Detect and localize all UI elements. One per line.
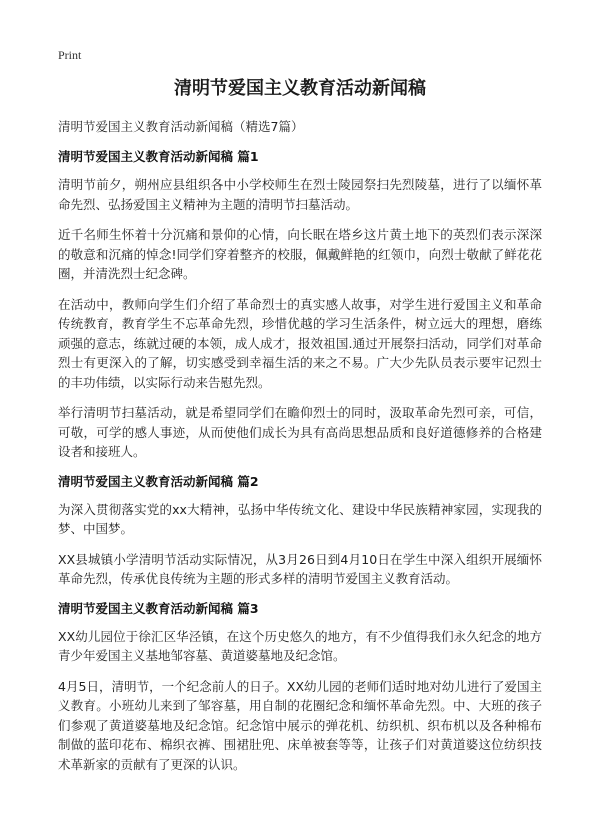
paragraph: 4月5日，清明节，一个纪念前人的日子。XX幼儿园的老师们适时地对幼儿进行了爱国主义教育。小班幼儿来到了邹容墓，用自制的花圈纪念和缅怀革命先烈。中、大班的孩子们参观了黄道婆墓地及纪念馆。纪念馆中展示的弹花机、纺织机、织布机以及各种棉布制做的蓝印花布、棉织衣裤、围裙肚兜、床单被套等等，让孩子们对黄道婆这位纺织技术革新家的贡献有了更深的认识。 [58, 678, 542, 772]
document-subtitle: 清明节爱国主义教育活动新闻稿（精选7篇） [58, 119, 304, 134]
section-heading: 清明节爱国主义教育活动新闻稿 篇2 [58, 473, 259, 489]
print-link[interactable]: Print [58, 48, 82, 62]
section-2 [58, 473, 542, 589]
document-title: 清明节爱国主义教育活动新闻稿 [174, 78, 426, 99]
section-heading: 清明节爱国主义教育活动新闻稿 篇1 [58, 149, 259, 164]
paragraph: XX幼儿园位于徐汇区华泾镇，在这个历史悠久的地方，有不少值得我们永久纪念的地方青少年爱国主义基地邹容墓、黄道婆墓地及纪念馆。 [58, 628, 542, 663]
paragraph: 举行清明节扫墓活动，就是希望同学们在瞻仰烈士的同时，汲取革命先烈可亲，可信，可敬，可学的感人事迹，从而使他们成长为具有高尚思想品质和良好道德修养的合格建设者和接班人。 [58, 405, 542, 459]
paragraph: XX县城镇小学清明节活动实际情况，从3月26日到4月10日在学生中深入组织开展缅怀革命先烈，传承优良传统为主题的形式多样的清明节爱国主义教育活动。 [58, 551, 542, 586]
section-heading: 清明节爱国主义教育活动新闻稿 篇3 [58, 600, 259, 616]
section-1 [58, 148, 542, 462]
paragraph: 在活动中，教师向学生们介绍了革命烈士的真实感人故事，对学生进行爱国主义和革命传统教育，教育学生不忘革命先烈，珍惜优越的学习生活条件，树立远大的理想，磨练顽强的意志，练就过硬的本领，成人成才，报效祖国.通过开展祭扫活动，同学们对革命烈士有更深入的了解，切实感受到幸福生活的来之不易。广大少先队员表示要牢记烈士的丰功伟绩，以实际行动来告慰先烈。 [58, 296, 542, 390]
paragraph: 为深入贯彻落实党的xx大精神，弘扬中华传统文化、建设中华民族精神家园，实现我的梦、中国梦。 [58, 501, 542, 536]
section-3 [58, 600, 542, 775]
paragraph: 清明节前夕，朔州应县组织各中小学校师生在烈士陵园祭扫先烈陵墓，进行了以缅怀革命先烈、弘扬爱国主义精神为主题的清明节扫墓活动。 [58, 177, 542, 212]
paragraph: 近千名师生怀着十分沉痛和景仰的心情，向长眠在塔乡这片黄土地下的英烈们表示深深的敬意和沉痛的悼念!同学们穿着整齐的校服，佩戴鲜艳的红领巾，向烈士敬献了鲜花花圈，并清洗烈士纪念碑。 [58, 227, 542, 281]
